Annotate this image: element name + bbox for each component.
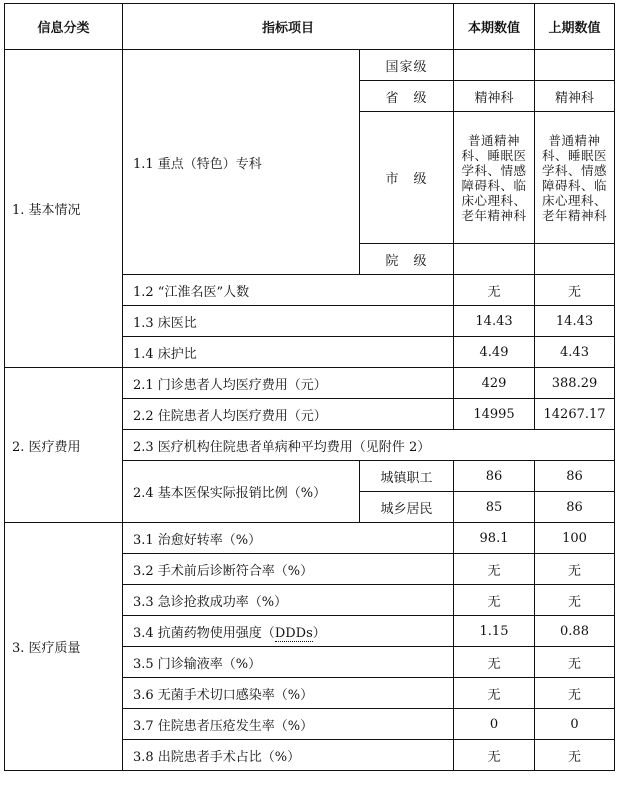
indicator-3-1: 3.1 治愈好转率（%） [123,523,454,554]
level-hospital: 院 级 [360,244,454,275]
value-current: 14.43 [454,306,535,337]
value-current: 14995 [454,399,535,430]
indicator-3-6: 3.6 无菌手术切口感染率（%） [123,678,454,709]
value-current [454,50,535,81]
value-current: 86 [454,461,535,492]
value-current: 1.15 [454,616,535,647]
value-previous: 14267.17 [535,399,615,430]
table-row [5,50,615,81]
value-current: 98.1 [454,523,535,554]
indicator-3-4-prefix: 3.4 抗菌药物使用强度（ [133,625,275,641]
category-cost: 2. 医疗费用 [5,368,123,523]
value-current: 85 [454,492,535,523]
value-previous: 普通精神科、睡眠医学科、情感障碍科、临床心理科、老年精神科 [535,112,615,244]
header-category: 信息分类 [5,4,123,50]
value-previous: 无 [535,647,615,678]
value-previous: 100 [535,523,615,554]
indicator-3-8: 3.8 出院患者手术占比（%） [123,740,454,771]
value-previous: 0 [535,709,615,740]
value-previous: 4.43 [535,337,615,368]
level-city: 市 级 [360,112,454,244]
indicator-2-4: 2.4 基本医保实际报销比例（%） [123,461,360,523]
indicator-3-7: 3.7 住院患者压疮发生率（%） [123,709,454,740]
value-current: 4.49 [454,337,535,368]
indicator-3-4 [123,616,454,647]
value-current [454,244,535,275]
sub-urban-employee: 城镇职工 [360,461,454,492]
value-current: 429 [454,368,535,399]
header-row [5,4,615,50]
indicator-1-4: 1.4 床护比 [123,337,454,368]
table-row [5,523,615,554]
value-current: 无 [454,740,535,771]
table-row [5,368,615,399]
header-indicator: 指标项目 [123,4,454,50]
header-previous: 上期数值 [535,4,615,50]
value-previous: 无 [535,275,615,306]
indicator-1-3: 1.3 床医比 [123,306,454,337]
value-previous: 86 [535,492,615,523]
value-current: 无 [454,678,535,709]
indicator-2-2: 2.2 住院患者人均医疗费用（元） [123,399,454,430]
sub-urban-rural-resident: 城乡居民 [360,492,454,523]
value-previous: 86 [535,461,615,492]
indicator-3-2: 3.2 手术前后诊断符合率（%） [123,554,454,585]
indicator-2-1: 2.1 门诊患者人均医疗费用（元） [123,368,454,399]
value-current: 无 [454,275,535,306]
value-previous: 388.29 [535,368,615,399]
value-previous: 无 [535,740,615,771]
indicator-1-1: 1.1 重点（特色）专科 [123,50,360,275]
indicator-table [4,3,615,771]
value-current: 普通精神科、睡眠医学科、情感障碍科、临床心理科、老年精神科 [454,112,535,244]
value-current: 无 [454,647,535,678]
category-basic: 1. 基本情况 [5,50,123,368]
value-previous: 14.43 [535,306,615,337]
level-province: 省 级 [360,81,454,112]
value-previous [535,244,615,275]
indicator-2-3: 2.3 医疗机构住院患者单病种平均费用（见附件 2） [123,430,615,461]
value-current: 精神科 [454,81,535,112]
value-previous: 无 [535,678,615,709]
value-previous [535,50,615,81]
indicator-3-3: 3.3 急诊抢救成功率（%） [123,585,454,616]
value-current: 0 [454,709,535,740]
value-current: 无 [454,585,535,616]
level-national: 国家级 [360,50,454,81]
indicator-1-2: 1.2 “江淮名医”人数 [123,275,454,306]
indicator-3-5: 3.5 门诊输液率（%） [123,647,454,678]
indicator-3-4-unit: DDDs [274,625,313,641]
value-previous: 无 [535,554,615,585]
value-previous: 0.88 [535,616,615,647]
indicator-3-4-suffix: ） [312,625,326,641]
value-current: 无 [454,554,535,585]
value-previous: 精神科 [535,81,615,112]
value-previous: 无 [535,585,615,616]
header-current: 本期数值 [454,4,535,50]
category-quality: 3. 医疗质量 [5,523,123,771]
